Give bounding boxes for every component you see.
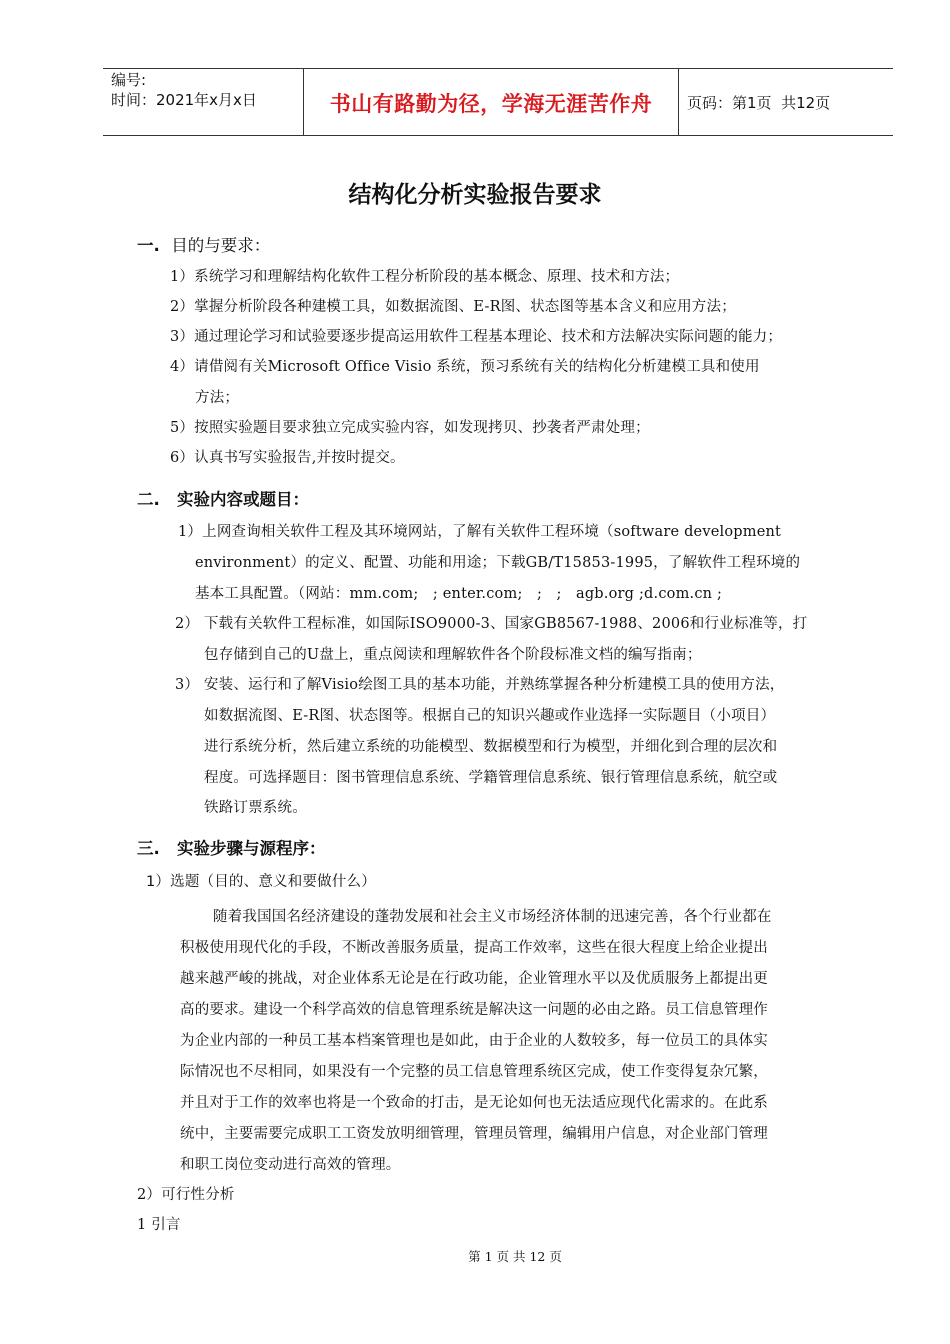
content-line: 3） 安装、运行和了解Visio绘图工具的基本功能，并熟练掌握各种分析建模工具的使用方法， [175, 677, 785, 693]
purpose-line: 6）认真书写实验报告,并按时提交。 [170, 450, 405, 466]
content-line: 2） 下载有关软件工程标准，如国际ISO9000-3、国家GB8567-1988、2006和行业标准等，打 [175, 616, 808, 632]
topic-paragraph-line: 为企业内部的一种员工基本档案管理也是如此，由于企业的人数较多，每一位员工的具体实 [180, 1033, 768, 1049]
topic-paragraph-line: 际情况也不尽相同，如果没有一个完整的员工信息管理系统区完成，使工作变得复杂冗繁， [180, 1064, 768, 1080]
content-line: 1）上网查询相关软件工程及其环境网站，了解有关软件工程环境（software development [178, 524, 782, 540]
header-top-rule [103, 68, 893, 69]
section-heading-content [137, 486, 309, 510]
section-title: 目的与要求： [171, 236, 271, 255]
section-heading-purpose [137, 232, 270, 256]
header-meta [111, 70, 257, 110]
section-number: 一. [137, 236, 160, 255]
section-number: 三. [137, 839, 160, 858]
header-bottom-rule [103, 135, 893, 136]
topic-paragraph-line: 高的要求。建设一个科学高效的信息管理系统是解决这一问题的必由之路。员工信息管理作 [180, 1002, 768, 1018]
topic-paragraph-line: 和职工岗位变动进行高效的管理。 [180, 1157, 401, 1173]
content-line: 基本工具配置。（网站：mm.com; ; enter.com; ; ; agb.org ;d.com.cn ; [195, 586, 723, 602]
content-line: 包存储到自己的U盘上，重点阅读和理解软件各个阶段标准文档的编写指南； [204, 647, 702, 663]
content-line: 如数据流图、E-R图、状态图等。根据自己的知识兴趣或作业选择一实际题目（小项目） [204, 708, 776, 724]
purpose-line: 5）按照实验题目要求独立完成实验内容，如发现拷贝、抄袭者严肃处理； [170, 420, 650, 436]
content-line: environment）的定义、配置、功能和用途；下载GB/T15853-1995，了解软件工程环境的 [195, 555, 801, 571]
purpose-line: 方法； [195, 390, 240, 406]
topic-paragraph-line: 并且对于工作的效率也将是一个致命的打击，是无论如何也无法适应现代化需求的。在此系 [180, 1095, 768, 1111]
header-motto: 书山有路勤为径，学海无涯苦作舟 [329, 92, 653, 116]
document-date: 时间：2021年x月x日 [111, 91, 257, 109]
subsection-introduction: 1 引言 [137, 1217, 181, 1233]
content-line: 铁路订票系统。 [204, 800, 307, 816]
document-number-label: 编号: [111, 71, 147, 89]
page-footer: 第 1 页 共 12 页 [468, 1249, 562, 1264]
subsection-feasibility: 2）可行性分析 [137, 1187, 235, 1203]
purpose-line: 2）掌握分析阶段各种建模工具，如数据流图、E-R图、状态图等基本含义和应用方法； [170, 299, 736, 315]
topic-paragraph-line: 越来越严峻的挑战，对企业体系无论是在行政功能，企业管理水平以及优质服务上都提出更 [180, 971, 768, 987]
document-title: 结构化分析实验报告要求 [348, 182, 602, 208]
purpose-line: 3）通过理论学习和试验要逐步提高运用软件工程基本理论、技术和方法解决实际问题的能力； [170, 329, 783, 345]
section-heading-steps [137, 835, 326, 859]
content-line: 程度。可选择题目：图书管理信息系统、学籍管理信息系统、银行管理信息系统，航空或 [204, 770, 778, 786]
section-title: 实验内容或题目： [177, 490, 310, 509]
content-line: 进行系统分析，然后建立系统的功能模型、数据模型和行为模型，并细化到合理的层次和 [204, 739, 778, 755]
purpose-line: 4）请借阅有关Microsoft Office Visio 系统，预习系统有关的结构化分析建模工具和使用 [170, 359, 760, 375]
section-title: 实验步骤与源程序： [177, 839, 326, 858]
header-page-indicator: 页码：第1页 共12页 [687, 94, 831, 112]
purpose-line: 1）系统学习和理解结构化软件工程分析阶段的基本概念、原理、技术和方法； [170, 269, 680, 285]
header-divider-right [678, 68, 679, 136]
topic-paragraph-line: 积极使用现代化的手段，不断改善服务质量，提高工作效率，这些在很大程度上给企业提出 [180, 940, 768, 956]
topic-paragraph-line: 统中，主要需要完成职工工资发放明细管理，管理员管理，编辑用户信息，对企业部门管理 [180, 1126, 768, 1142]
section-number: 二. [137, 490, 160, 509]
topic-paragraph-line: 随着我国国名经济建设的蓬勃发展和社会主义市场经济体制的迅速完善，各个行业都在 [213, 909, 772, 925]
subsection-topic: 1）选题（目的、意义和要做什么） [146, 874, 376, 890]
